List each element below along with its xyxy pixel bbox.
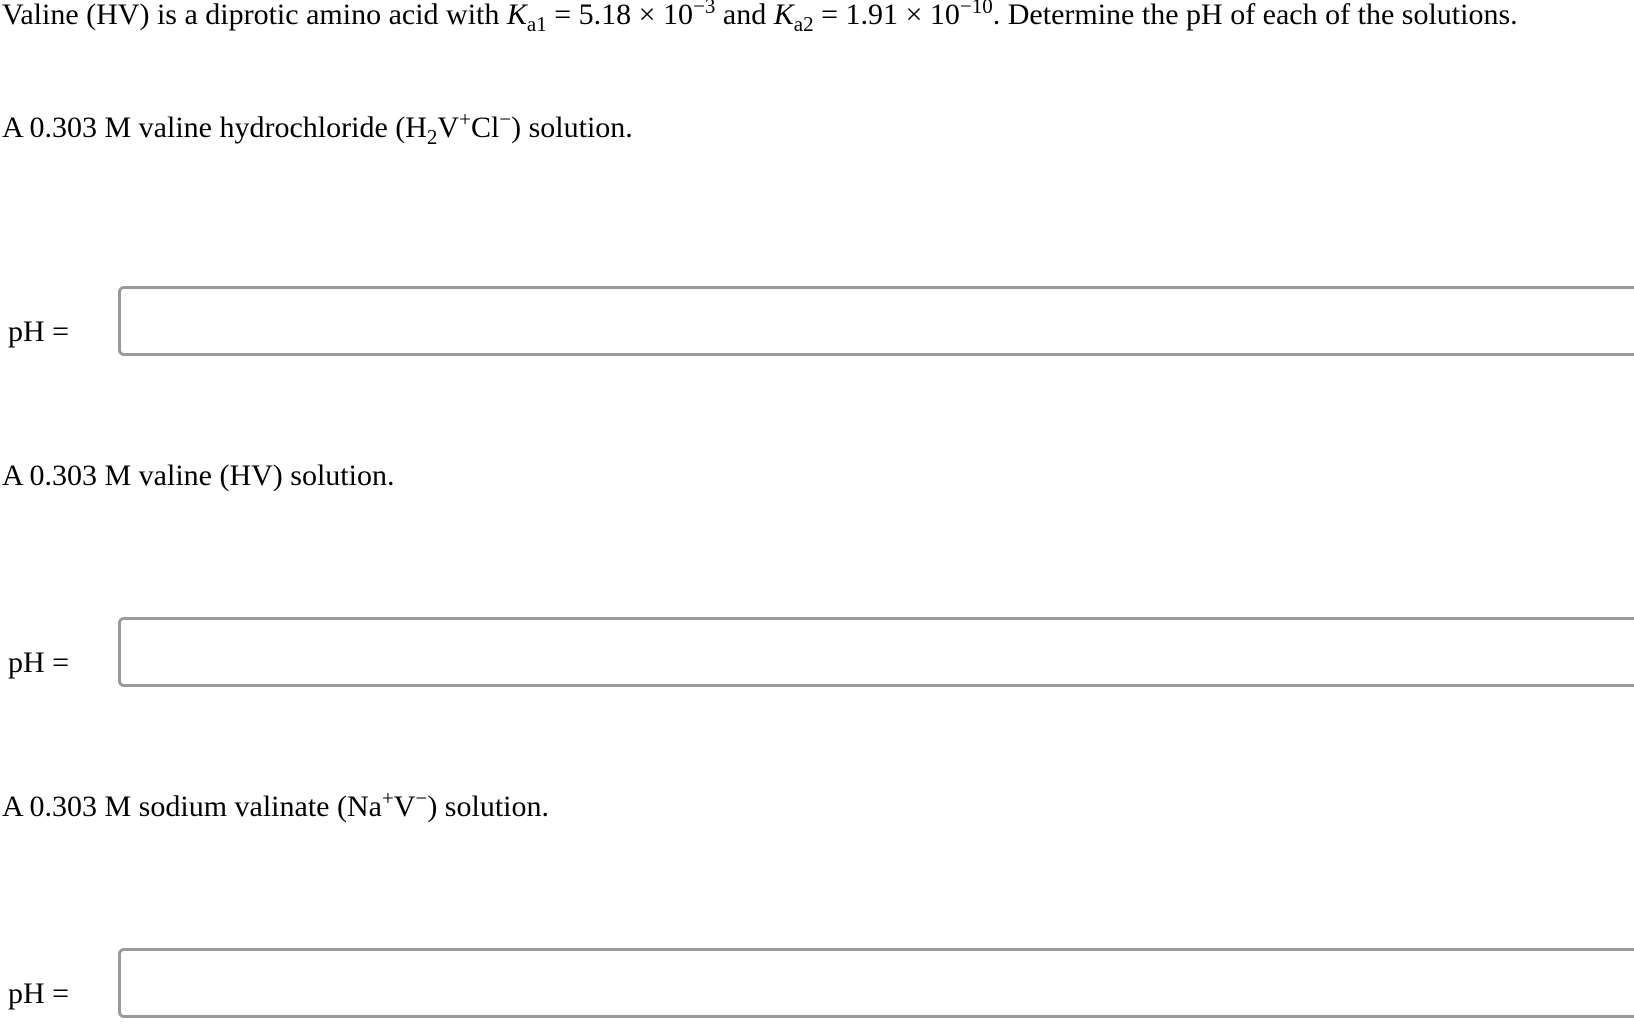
intro-tail: . Determine the pH of each of the solutions.: [992, 0, 1518, 31]
q3-text-part3: ) solution.: [427, 790, 549, 823]
q1-superscript-plus: +: [459, 107, 471, 131]
ph-label-1: pH =: [8, 315, 70, 348]
q1-superscript-minus: −: [499, 107, 512, 131]
ph-input-1[interactable]: [118, 286, 1634, 356]
q1-text-part2: V: [437, 111, 460, 144]
ka1-subscript: a1: [526, 12, 547, 36]
ka1-value: = 5.18 × 10: [546, 0, 694, 31]
intro-and: and: [715, 0, 774, 31]
intro-lead: Valine (HV) is a diprotic amino acid with: [2, 0, 507, 31]
q3-text-part1: A 0.303 M sodium valinate (Na: [2, 790, 382, 823]
q3-superscript-plus: +: [381, 786, 394, 810]
q3-superscript-minus: −: [415, 786, 428, 810]
ph-label-2: pH =: [8, 646, 70, 679]
ph-input-3[interactable]: [118, 948, 1634, 1018]
ka2-subscript: a2: [793, 12, 814, 36]
ph-input-2[interactable]: [118, 617, 1634, 687]
ph-label-3: pH =: [8, 977, 70, 1010]
question-hydrochloride: [2, 108, 633, 148]
ka2-value: = 1.91 × 10: [813, 0, 960, 31]
q1-subscript: 2: [426, 125, 438, 149]
q1-text-part1: A 0.303 M valine hydrochloride (H: [2, 111, 427, 144]
q1-text-part3: Cl: [470, 111, 500, 144]
question-sodium-valinate: [2, 787, 549, 827]
ka1-exponent: −3: [693, 0, 716, 18]
ka2-exponent: −10: [959, 0, 993, 18]
q3-text-part2: V: [393, 790, 416, 823]
ka2-symbol: K: [773, 0, 794, 31]
problem-statement: [2, 0, 1542, 38]
q1-text-part4: ) solution.: [511, 111, 633, 144]
question-valine: A 0.303 M valine (HV) solution.: [2, 459, 395, 492]
ka1-symbol: K: [506, 0, 527, 31]
